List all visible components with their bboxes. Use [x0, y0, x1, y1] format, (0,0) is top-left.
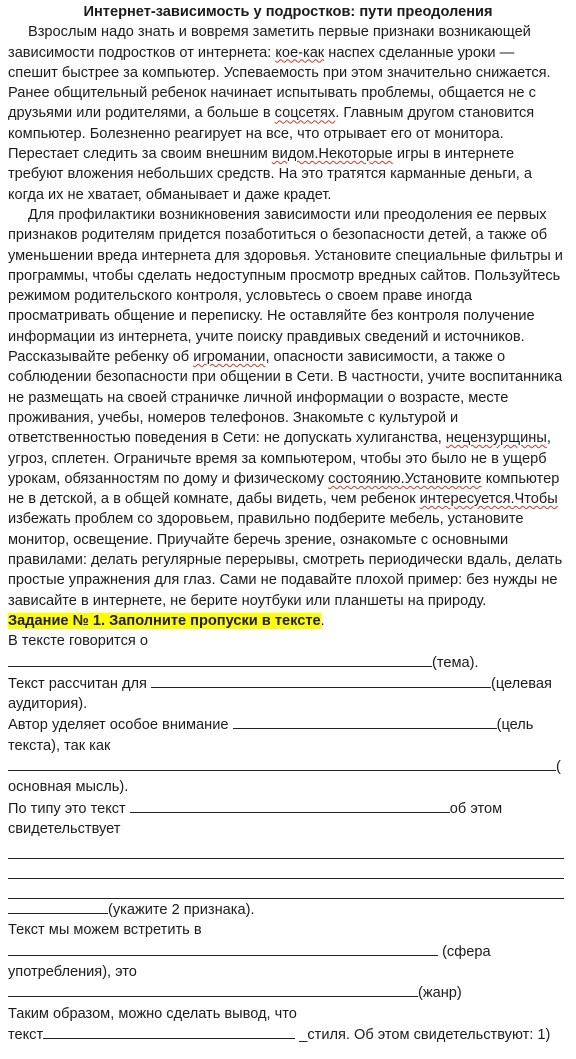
task-text: (жанр) — [418, 985, 462, 1002]
para1-text-4: игры в интернете требуют вложения небольших средств. На это тратятся карманные деньги, а когда их не хватает, обманывает и даже крадет. — [8, 146, 532, 203]
task-text: (цель — [496, 717, 534, 734]
fill-blank-evidence-2[interactable] — [8, 859, 564, 879]
task-text: об этом — [449, 800, 503, 817]
task-line-4 — [8, 694, 568, 714]
fill-blank-goal[interactable] — [233, 714, 497, 729]
para2-text-3: , угроз, сплетен. Ограничьте время за компьютером, чтобы это было не в ущерб урокам, обязанностям по дому и физическому — [8, 430, 551, 487]
spellcheck-word: игромании — [193, 349, 266, 366]
para2-text-4: компьютер не в детской, а в общей комнате, дабы видеть, чем ребенок — [8, 470, 560, 508]
task-text: аудитория). — [8, 696, 88, 713]
paragraph-1 — [8, 22, 568, 205]
task-text: Текст рассчитан для — [8, 675, 147, 692]
task-line-7 — [8, 756, 568, 777]
task-heading — [8, 611, 568, 631]
fill-blank-evidence-3[interactable] — [8, 879, 564, 899]
task-text: В тексте говорится о — [8, 633, 148, 650]
para1-text-1: Взрослым надо знать и вовремя заметить первые признаки возникающей зависимости подростков от интернета: — [8, 24, 531, 61]
spellcheck-word: видом.Некоторые — [271, 146, 393, 163]
task-line-20 — [8, 1024, 568, 1045]
para2-text-1: Для профилактики возникновения зависимости или преодоления ее первых признаков родителям придется позаботиться о безопасности детей, а также об уменьшении вреда интернета для здоровья. Установите специальные фильтры и программы, чтобы сделать недоступным просмотр вредных сайтов. Пользуйтесь режимом родительского контроля, условьтесь о своем праве иногда просматривать общение и переписку. Не оставляйте без контроля получение информации из интернета, учите поиску правдивых сведений и источников. Рассказывайте ребенку об — [8, 206, 563, 366]
task-line-3 — [8, 673, 568, 694]
para2-text-2: , опасности зависимости, а также о соблюдении безопасности при общении в Сети. В частности, учите воспитанника не размещать на своей страничке личной информации о возрасте, месте проживания, учебы, номеров телефонов. Знакомьте с культурой и ответственностью поведения в Сети: не допускать хулиганства, — [8, 349, 563, 447]
task-text: (целевая — [490, 675, 552, 692]
task-line-18 — [8, 982, 568, 1003]
task-heading-text: Задание № 1. Заполните пропуски в тексте — [8, 612, 321, 629]
fill-blank-main-idea[interactable] — [8, 756, 556, 771]
task-text: (сфера — [442, 943, 491, 960]
para1-text-2: наспех сделанные уроки — спешит быстрее за компьютер. Успеваемость при этом значительно снижается. Ранее общительный ребенок начинает испытывать проблемы, общается не с друзьями или родителями, а больше в — [8, 44, 551, 122]
task-heading-period: . — [320, 612, 325, 629]
task-line-14 — [8, 899, 568, 920]
fill-blank-text-type[interactable] — [130, 798, 450, 813]
task-text: Автор уделяет особое внимание — [8, 717, 229, 734]
task-line-5 — [8, 714, 568, 735]
task-text: _стиля. Об этом свидетельствуют: 1) — [299, 1026, 551, 1043]
task-text: основная мысль). — [8, 779, 129, 796]
spellcheck-word: кое-как — [275, 44, 325, 61]
document-title: Интернет-зависимость у подростков: пути преодоления — [83, 4, 493, 20]
task-line-19 — [8, 1004, 568, 1024]
task-text: Таким образом, можно сделать вывод, что — [8, 1005, 297, 1022]
task-text: По типу это текст — [8, 800, 126, 817]
fill-blank-style[interactable] — [43, 1024, 295, 1039]
fill-blank-evidence-4[interactable] — [8, 899, 108, 914]
fill-blank-audience[interactable] — [151, 673, 491, 688]
spellcheck-word: соцсетях — [274, 105, 336, 122]
spellcheck-word: состоянию.Установите — [328, 470, 482, 487]
task-text: (тема). — [432, 654, 479, 671]
task-text: Текст мы можем встретить в — [8, 922, 202, 939]
fill-blank-evidence-1[interactable] — [8, 839, 564, 859]
spellcheck-word: интересуется.Чтобы — [419, 491, 558, 508]
task-text: (укажите 2 признака). — [108, 902, 255, 919]
task-text: свидетельствует — [8, 820, 121, 837]
task-text: ( — [556, 758, 561, 775]
para1-text-3: . Главным другом становится компьютер. Болезненно реагирует на все, что отрывает его от монитора. Перестает следить за своим внешним — [8, 105, 535, 163]
fill-blank-sphere[interactable] — [8, 941, 438, 956]
task-text: употребления), это — [8, 964, 137, 981]
task-line-15 — [8, 920, 568, 940]
task-line-9 — [8, 798, 568, 819]
fill-blank-genre[interactable] — [8, 982, 418, 997]
task-line-17 — [8, 962, 568, 982]
task-line-8 — [8, 777, 568, 797]
task-line-16 — [8, 941, 568, 962]
task-text: текста), так как — [8, 737, 111, 754]
fill-blank-topic[interactable] — [8, 652, 432, 667]
paragraph-2 — [8, 205, 568, 611]
task-line-10 — [8, 819, 568, 839]
task-line-2 — [8, 652, 568, 673]
spellcheck-word: нецензурщины — [445, 430, 547, 447]
task-text: текст — [8, 1026, 44, 1043]
task-line-6 — [8, 736, 568, 756]
task-line-1 — [8, 631, 568, 651]
para2-text-5: избежать проблем со здоровьем, правильно подберите мебель, установите монитор, освещение. Приучайте беречь зрение, ознакомьте с основными правилами: делать регулярные перерывы, смотреть периодически вдаль, делать простые упражнения для глаз. Сами не подавайте плохой пример: без нужды не зависайте в интернете, не берите ноутбуки или планшеты на природу. — [8, 511, 563, 609]
